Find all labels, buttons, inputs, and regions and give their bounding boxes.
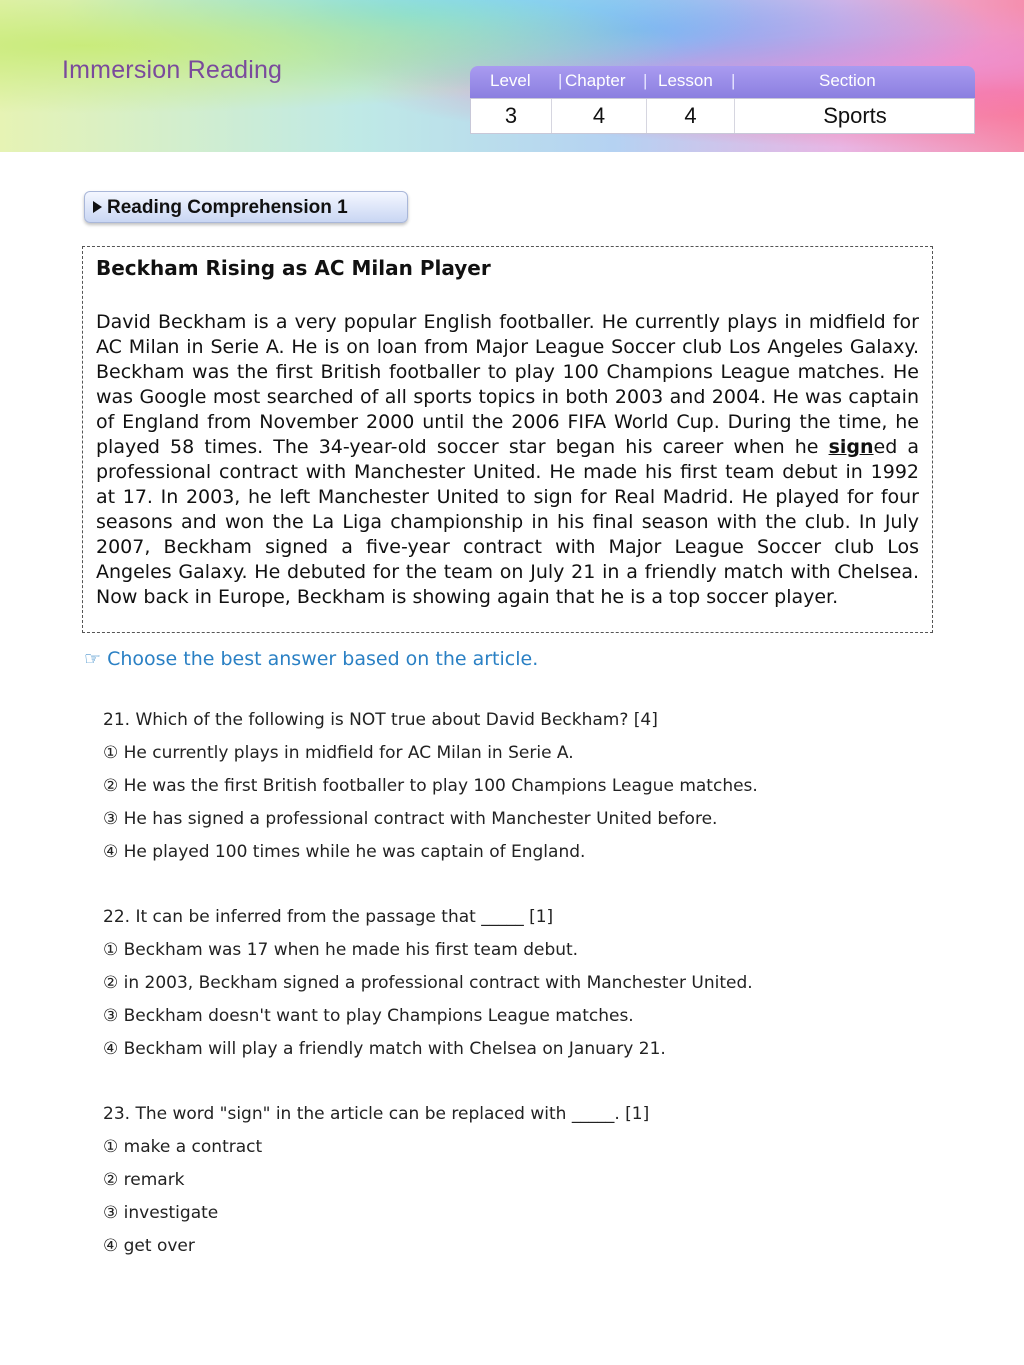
question-list bbox=[103, 708, 758, 1299]
answer-option[interactable]: ② remark bbox=[103, 1170, 185, 1190]
section-label: Section bbox=[819, 71, 876, 90]
answer-option[interactable]: ② in 2003, Beckham signed a professional contract with Manchester United. bbox=[103, 973, 753, 993]
highlighted-word: sign bbox=[828, 436, 874, 458]
question-prompt: 23. The word "sign" in the article can be replaced with _____. [1] bbox=[103, 1104, 650, 1124]
article-body bbox=[96, 310, 919, 610]
question-23 bbox=[103, 1102, 758, 1267]
level-value: 3 bbox=[504, 103, 518, 128]
answer-option[interactable]: ① He currently plays in midfield for AC Milan in Serie A. bbox=[103, 743, 574, 763]
chapter-label: Chapter bbox=[565, 71, 626, 90]
reading-comprehension-tab[interactable] bbox=[84, 191, 408, 223]
answer-option[interactable]: ④ He played 100 times while he was captain of England. bbox=[103, 842, 586, 862]
instruction-text: ☞ Choose the best answer based on the article. bbox=[84, 648, 539, 670]
lesson-value: 4 bbox=[684, 103, 697, 128]
answer-option[interactable]: ④ get over bbox=[103, 1236, 195, 1256]
header-divider: | bbox=[558, 71, 563, 90]
triangle-right-icon bbox=[93, 201, 102, 213]
reading-comprehension-label: Reading Comprehension 1 bbox=[107, 197, 348, 218]
question-22 bbox=[103, 905, 758, 1070]
question-21 bbox=[103, 708, 758, 873]
answer-option[interactable]: ② He was the first British footballer to play 100 Champions League matches. bbox=[103, 776, 758, 796]
lesson-info-header bbox=[470, 66, 975, 98]
level-label: Level bbox=[490, 71, 531, 90]
article-text: David Beckham is a very popular English footballer. He currently plays in midfield for AC Milan in Serie A. He is on loan from Major League Soccer club Los Angeles Galaxy. Beckham was the first British footballer to play 100 Champions League matches. He was Google most searched of all sports topics in both 2003 and 2004. He was captain of England from November 2000 until the 2006 FIFA World Cup. During the time, he played 58 times. The 34-year-old soccer star began his career when he bbox=[96, 311, 919, 458]
article-title: Beckham Rising as AC Milan Player bbox=[96, 256, 491, 280]
answer-option[interactable]: ① Beckham was 17 when he made his first team debut. bbox=[103, 940, 579, 960]
answer-option[interactable]: ④ Beckham will play a friendly match with Chelsea on January 21. bbox=[103, 1039, 666, 1059]
answer-option[interactable]: ③ He has signed a professional contract with Manchester United before. bbox=[103, 809, 718, 829]
article-box bbox=[82, 246, 933, 633]
question-prompt: 22. It can be inferred from the passage that _____ [1] bbox=[103, 907, 554, 927]
header-divider: | bbox=[731, 71, 736, 90]
lesson-info-values bbox=[470, 98, 975, 134]
answer-option[interactable]: ③ investigate bbox=[103, 1203, 219, 1223]
header-banner bbox=[0, 0, 1024, 152]
lesson-info-table bbox=[470, 66, 975, 134]
question-prompt: 21. Which of the following is NOT true about David Beckham? [4] bbox=[103, 710, 658, 730]
section-value: Sports bbox=[823, 103, 887, 128]
logo: Immersion Reading bbox=[62, 56, 283, 84]
chapter-value: 4 bbox=[592, 103, 606, 128]
lesson-label: Lesson bbox=[658, 71, 713, 90]
article-text: ed a professional contract with Manchester United. He made his first team debut in 1992 at 17. In 2003, he left Manchester United to sign for Real Madrid. He played for four seasons and won the La Liga championship in his final season with the club. In July 2007, Beckham signed a five-year contract with Major League Soccer club Los Angeles Galaxy. He debuted for the team on July 21 in a friendly match with Chelsea. Now back in Europe, Beckham is showing again that he is a top soccer player. bbox=[96, 436, 919, 608]
answer-option[interactable]: ① make a contract bbox=[103, 1137, 263, 1157]
header-divider: | bbox=[643, 71, 648, 90]
answer-option[interactable]: ③ Beckham doesn't want to play Champions League matches. bbox=[103, 1006, 634, 1026]
